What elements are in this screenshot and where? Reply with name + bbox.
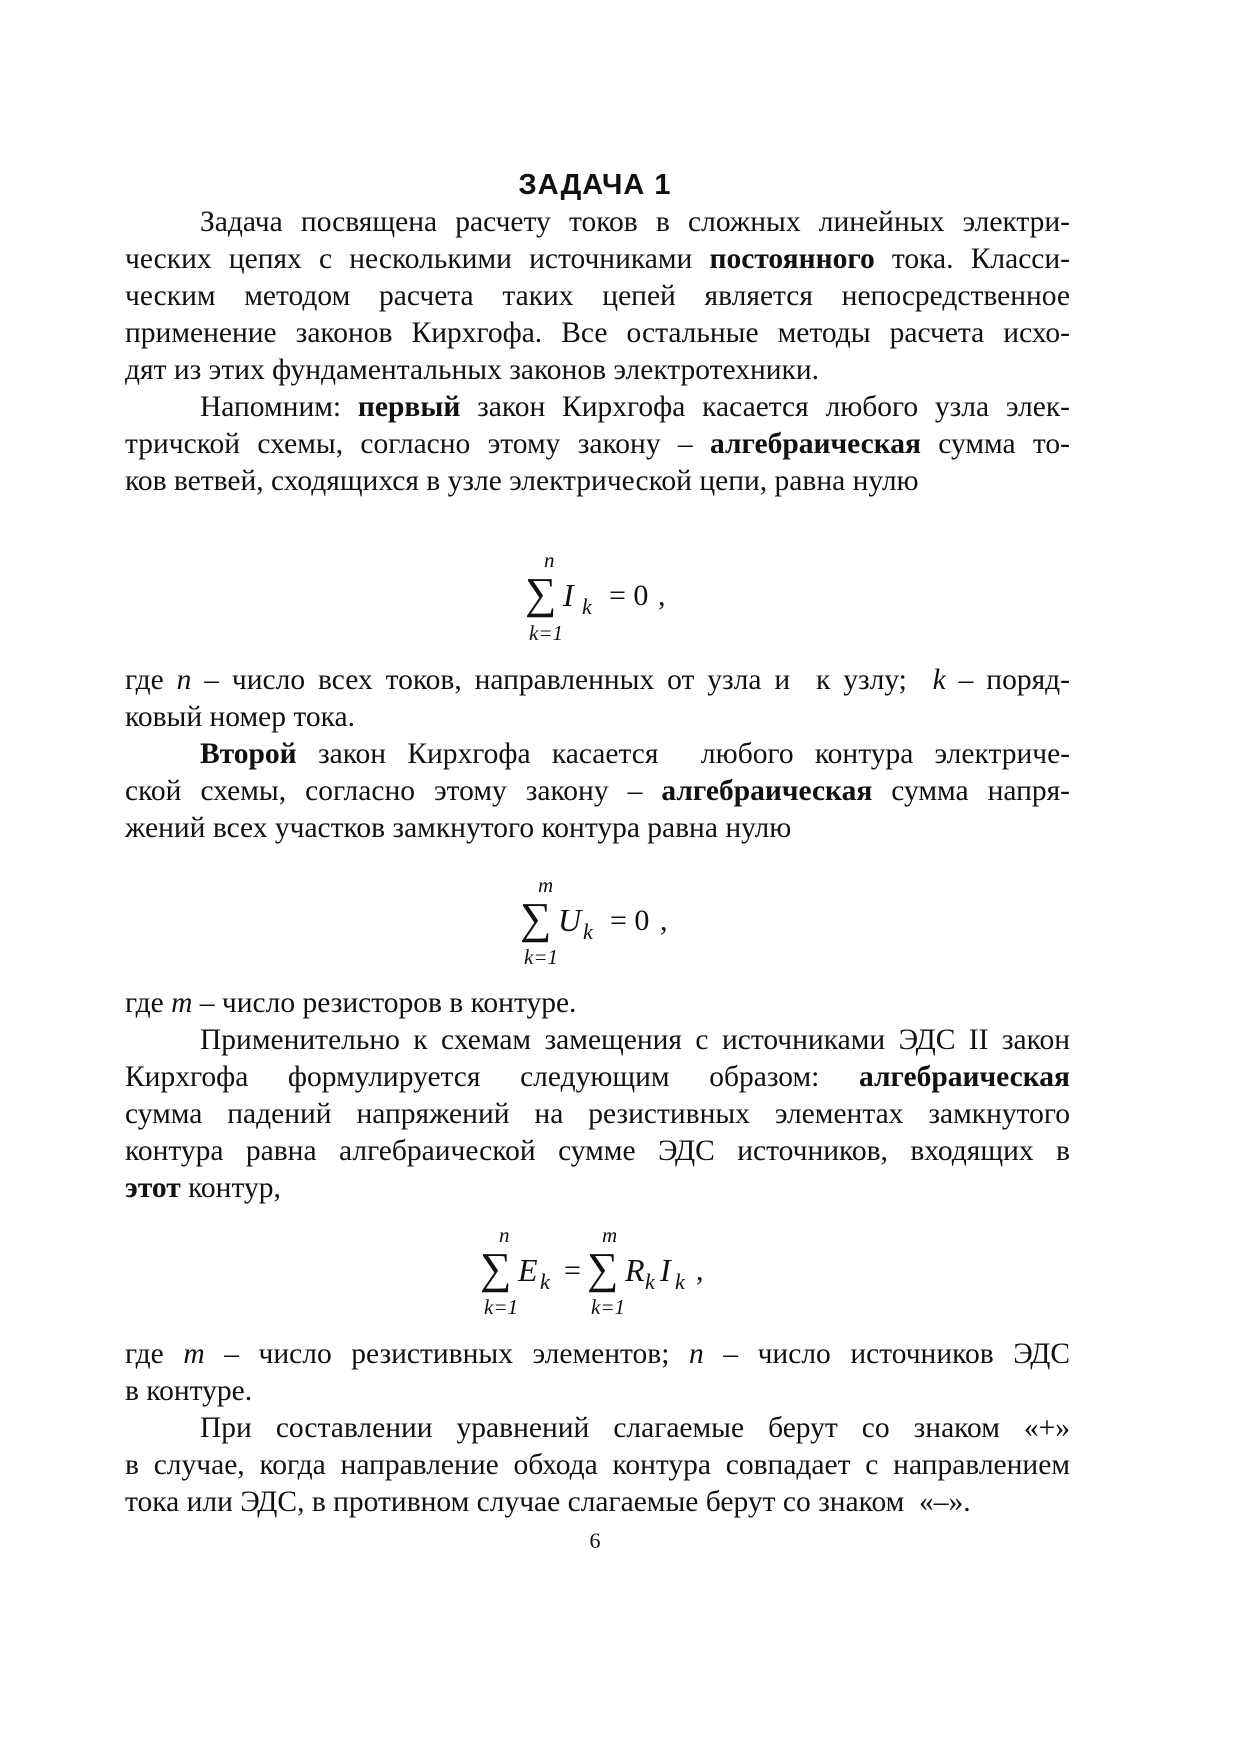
text-segment: – число резисторов в контуре. bbox=[192, 987, 577, 1019]
text-segment: – число источников ЭДС bbox=[703, 1338, 1071, 1370]
text-segment: Кирхгофа формулируется следующим образом: bbox=[125, 1061, 859, 1093]
voltage-subscript: k bbox=[583, 919, 593, 944]
sum-sign: ∑ bbox=[520, 894, 552, 943]
emf-subscript: k bbox=[540, 1269, 550, 1294]
text-segment: где bbox=[125, 664, 177, 696]
text-line bbox=[125, 241, 1070, 278]
resistance-subscript: k bbox=[645, 1269, 655, 1294]
text-line bbox=[125, 985, 1070, 1022]
text-segment: Применительно к схемам замещения с источниками ЭДС II закон bbox=[200, 1024, 1070, 1056]
text-line bbox=[125, 352, 1070, 389]
equals-zero: = 0 bbox=[609, 579, 649, 612]
text-segment: ческим методом расчета таких цепей является непосредственное bbox=[125, 280, 1070, 312]
sum-sign: ∑ bbox=[587, 1244, 619, 1293]
text-segment: где bbox=[125, 987, 172, 1019]
text-segment: Напомним: bbox=[200, 391, 358, 423]
current-subscript: k bbox=[675, 1269, 685, 1294]
bold-term: первый bbox=[357, 391, 461, 423]
current-subscript: k bbox=[582, 594, 592, 619]
text-line bbox=[125, 662, 1070, 699]
text-line bbox=[200, 204, 1070, 241]
emf-variable: E bbox=[518, 1252, 538, 1288]
text-segment: сумма то- bbox=[920, 428, 1070, 460]
text-line bbox=[125, 1170, 1070, 1207]
text-segment: ской схемы, согласно этому закону – bbox=[125, 775, 662, 807]
text-line bbox=[200, 736, 1070, 773]
text-line bbox=[125, 1373, 1070, 1410]
text-line bbox=[125, 810, 1070, 847]
math-variable: m bbox=[171, 987, 193, 1019]
bold-term: Второй bbox=[200, 738, 297, 770]
text-segment: применение законов Кирхгофа. Все остальные методы расчета исхо- bbox=[125, 317, 1070, 349]
sum-upper-limit: n bbox=[544, 548, 555, 572]
text-segment: ческих цепях с несколькими источниками bbox=[125, 243, 710, 275]
math-variable: m bbox=[183, 1338, 205, 1370]
text-line bbox=[125, 463, 1070, 500]
sum-upper-limit: m bbox=[602, 1223, 618, 1247]
resistance-variable: R bbox=[625, 1252, 645, 1288]
sum-upper-limit: m bbox=[538, 873, 554, 897]
sum-lower-limit: k=1 bbox=[591, 1295, 625, 1319]
current-variable: I bbox=[660, 1252, 671, 1288]
text-line bbox=[200, 1410, 1070, 1447]
text-segment: тричской схемы, согласно этому закону – bbox=[125, 428, 710, 460]
text-segment: закон Кирхгофа касается любого узла элек- bbox=[460, 391, 1071, 423]
equals-zero: = 0 bbox=[610, 904, 650, 937]
sum-lower-limit: k=1 bbox=[484, 1295, 518, 1319]
bold-term: алгебраическая bbox=[709, 428, 921, 460]
bold-term: этот bbox=[125, 1172, 181, 1204]
text-line bbox=[200, 389, 1070, 426]
text-segment: При составлении уравнений слагаемые берут со знаком «+» bbox=[200, 1412, 1070, 1444]
text-line bbox=[125, 1133, 1070, 1170]
current-variable: I bbox=[563, 577, 574, 613]
comma: , bbox=[660, 904, 668, 937]
formula-kirchhoff-current-law bbox=[525, 550, 725, 650]
text-segment: тока. Класси- bbox=[874, 243, 1070, 275]
sum-lower-limit: k=1 bbox=[524, 945, 558, 969]
text-segment: тока или ЭДС, в противном случае слагаемые берут со знаком «–». bbox=[125, 1486, 971, 1518]
text-line bbox=[125, 315, 1070, 352]
text-line bbox=[200, 1022, 1070, 1059]
text-line bbox=[125, 1447, 1070, 1484]
text-line bbox=[125, 1059, 1070, 1096]
formula-kirchhoff-voltage-law bbox=[520, 875, 720, 975]
text-segment: жений всех участков замкнутого контура равна нулю bbox=[125, 812, 792, 844]
text-line bbox=[125, 1484, 1070, 1521]
equals-sign: = bbox=[564, 1254, 581, 1287]
text-segment: сумма падений напряжений на резистивных элементах замкнутого bbox=[125, 1098, 1070, 1130]
task-title: ЗАДАЧА 1 bbox=[518, 169, 672, 201]
bold-term: постоянного bbox=[709, 243, 875, 275]
text-line bbox=[125, 1336, 1070, 1373]
text-segment: контура равна алгебраической сумме ЭДС источников, входящих в bbox=[125, 1135, 1070, 1167]
text-segment: – число всех токов, направленных от узла и к узлу; bbox=[191, 664, 933, 696]
bold-term: алгебраическая bbox=[661, 775, 873, 807]
math-variable: n bbox=[176, 664, 192, 696]
sum-sign: ∑ bbox=[480, 1244, 512, 1293]
text-segment: в контуре. bbox=[125, 1375, 253, 1407]
sum-sign: ∑ bbox=[525, 569, 557, 618]
text-segment: – поряд- bbox=[945, 664, 1070, 696]
text-segment: сумма напря- bbox=[872, 775, 1071, 807]
text-segment: – число резистивных элементов; bbox=[204, 1338, 689, 1370]
comma: , bbox=[696, 1254, 704, 1287]
bold-term: алгебраическая bbox=[858, 1061, 1070, 1093]
text-segment: закон Кирхгофа касается любого контура электриче- bbox=[296, 738, 1070, 770]
voltage-variable: U bbox=[558, 902, 582, 938]
page-number: 6 bbox=[589, 1528, 601, 1553]
text-segment: дят из этих фундаментальных законов электротехники. bbox=[125, 354, 820, 386]
text-line bbox=[125, 278, 1070, 315]
text-segment: где bbox=[125, 1338, 184, 1370]
text-line bbox=[125, 699, 1070, 736]
text-segment: контур, bbox=[180, 1172, 281, 1204]
formula-kirchhoff-emf-law bbox=[480, 1225, 740, 1325]
text-segment: Задача посвящена расчету токов в сложных линейных электри- bbox=[200, 206, 1070, 238]
text-segment: в случае, когда направление обхода контура совпадает с направлением bbox=[125, 1449, 1070, 1481]
sum-upper-limit: n bbox=[499, 1223, 510, 1247]
comma: , bbox=[658, 579, 666, 612]
text-line bbox=[125, 1096, 1070, 1133]
text-segment: ковый номер тока. bbox=[125, 701, 355, 733]
text-line bbox=[125, 773, 1070, 810]
text-segment: ков ветвей, сходящихся в узле электрической цепи, равна нулю bbox=[125, 465, 919, 497]
sum-lower-limit: k=1 bbox=[529, 621, 563, 645]
text-line bbox=[125, 426, 1070, 463]
math-variable: n bbox=[688, 1338, 704, 1370]
math-variable: k bbox=[932, 664, 946, 696]
